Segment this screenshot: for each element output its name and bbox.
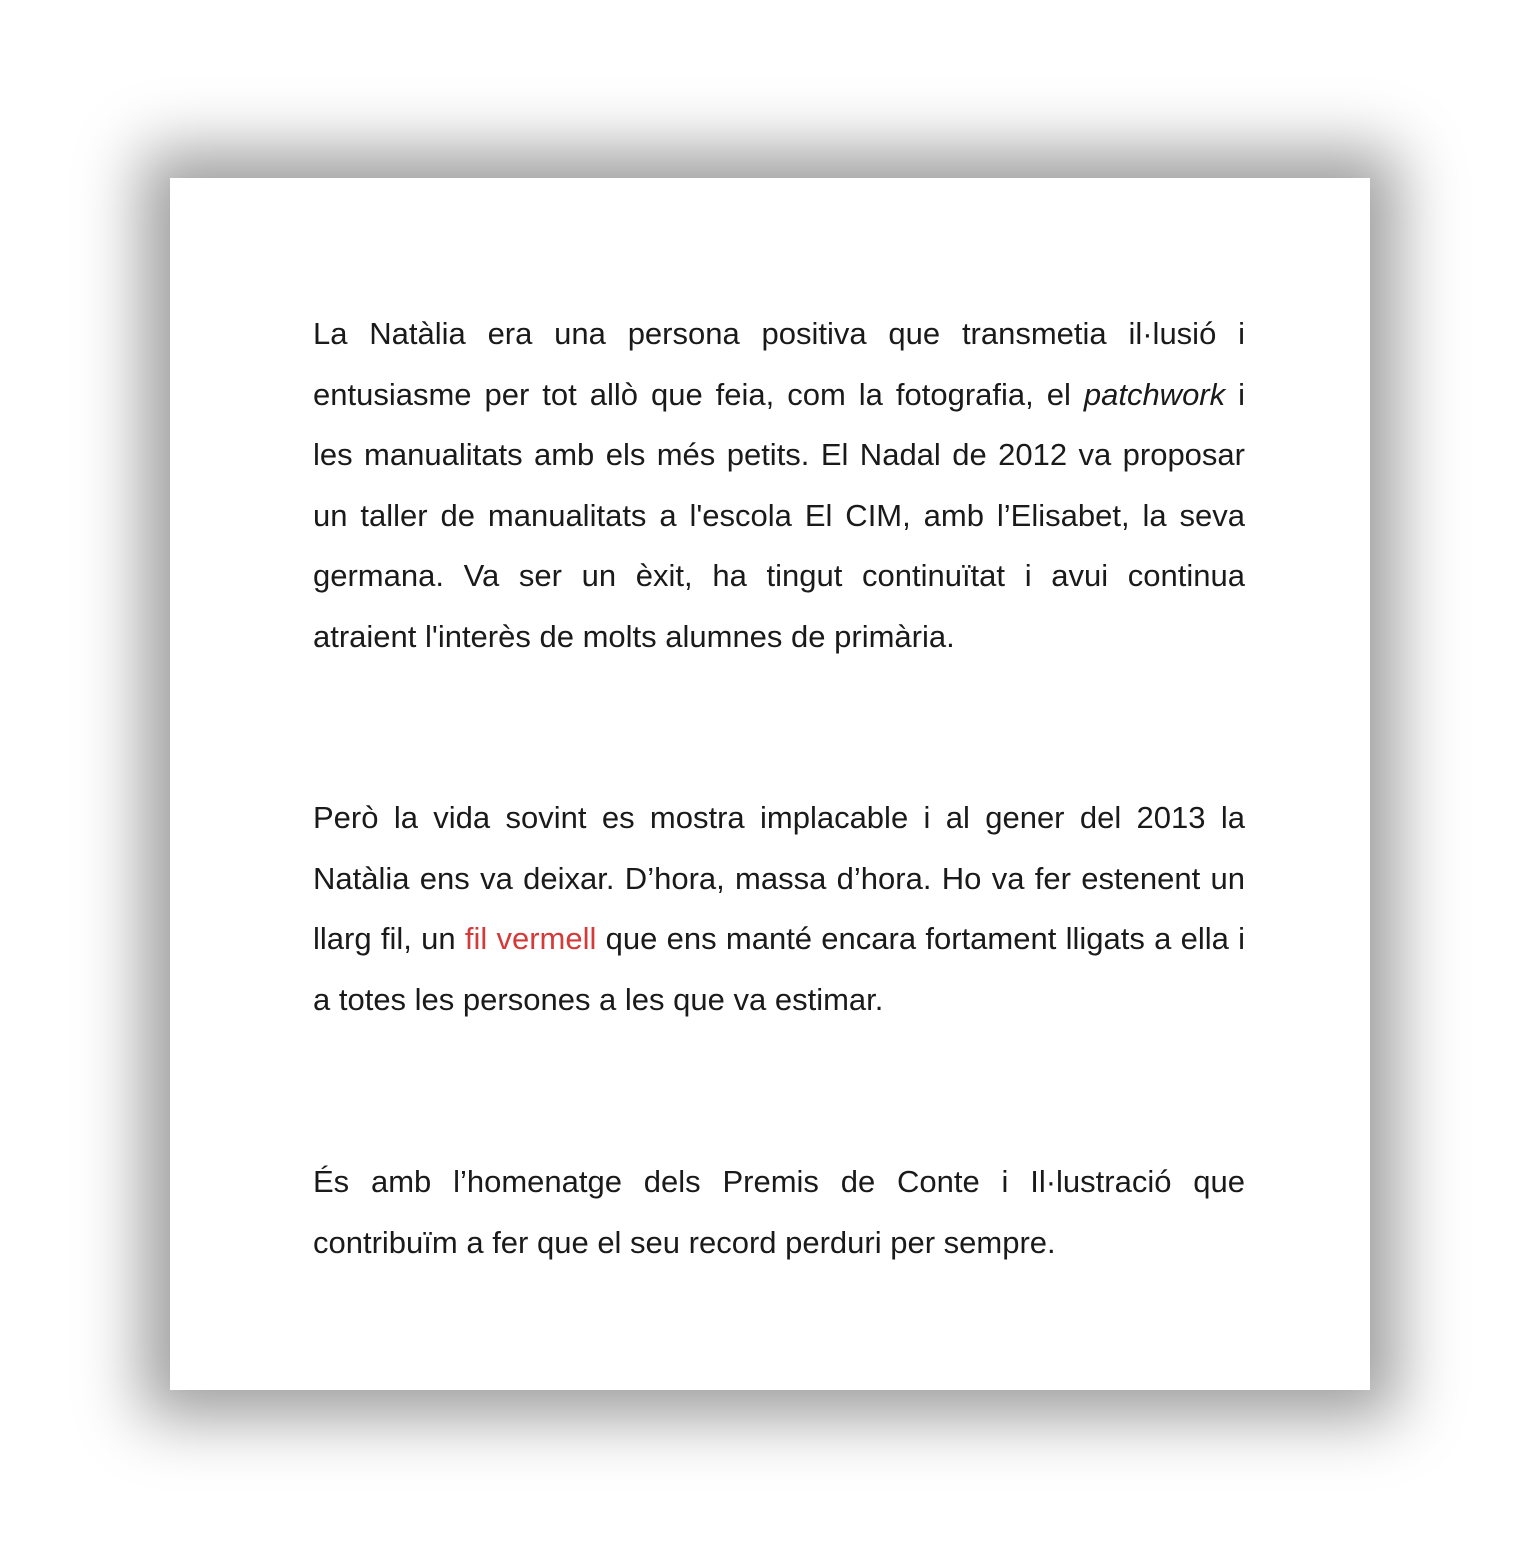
paragraph-1-text-before: La Natàlia era una persona positiva que transmetia il·lusió i entusiasme per tot allò que feia, com la fotografia, el xyxy=(313,316,1245,412)
paragraph-2-text-before: Però la vida sovint es mostra implacable i al gener del 2013 la Natàlia ens va deixar. D’hora, massa d’hora. Ho va fer estenent un llarg fil, un xyxy=(313,800,1245,956)
paragraph-1-text-after: i les manualitats amb els més petits. El Nadal de 2012 va proposar un taller de manualitats a l'escola El CIM, amb l’Elisabet, la seva germana. Va ser un èxit, ha tingut continuïtat i avui continua atraient l'interès de molts alumnes de primària. xyxy=(313,376,1246,654)
paragraph-3-text: És amb l’homenatge dels Premis de Conte i Il·lustració que contribuïm a fer que el seu record perduri per sempre. xyxy=(313,1164,1245,1260)
paragraph-2-text-after: que ens manté encara fortament lligats a ella i a totes les persones a les que va estimar. xyxy=(313,921,1245,1017)
paragraph-2 xyxy=(313,788,1245,1030)
paragraph-1-italic-word: patchwork xyxy=(1083,376,1226,412)
document-page xyxy=(170,178,1370,1390)
paragraph-1 xyxy=(313,304,1245,667)
paragraph-2-highlight: fil vermell xyxy=(464,921,597,956)
paragraph-3 xyxy=(313,1152,1245,1273)
